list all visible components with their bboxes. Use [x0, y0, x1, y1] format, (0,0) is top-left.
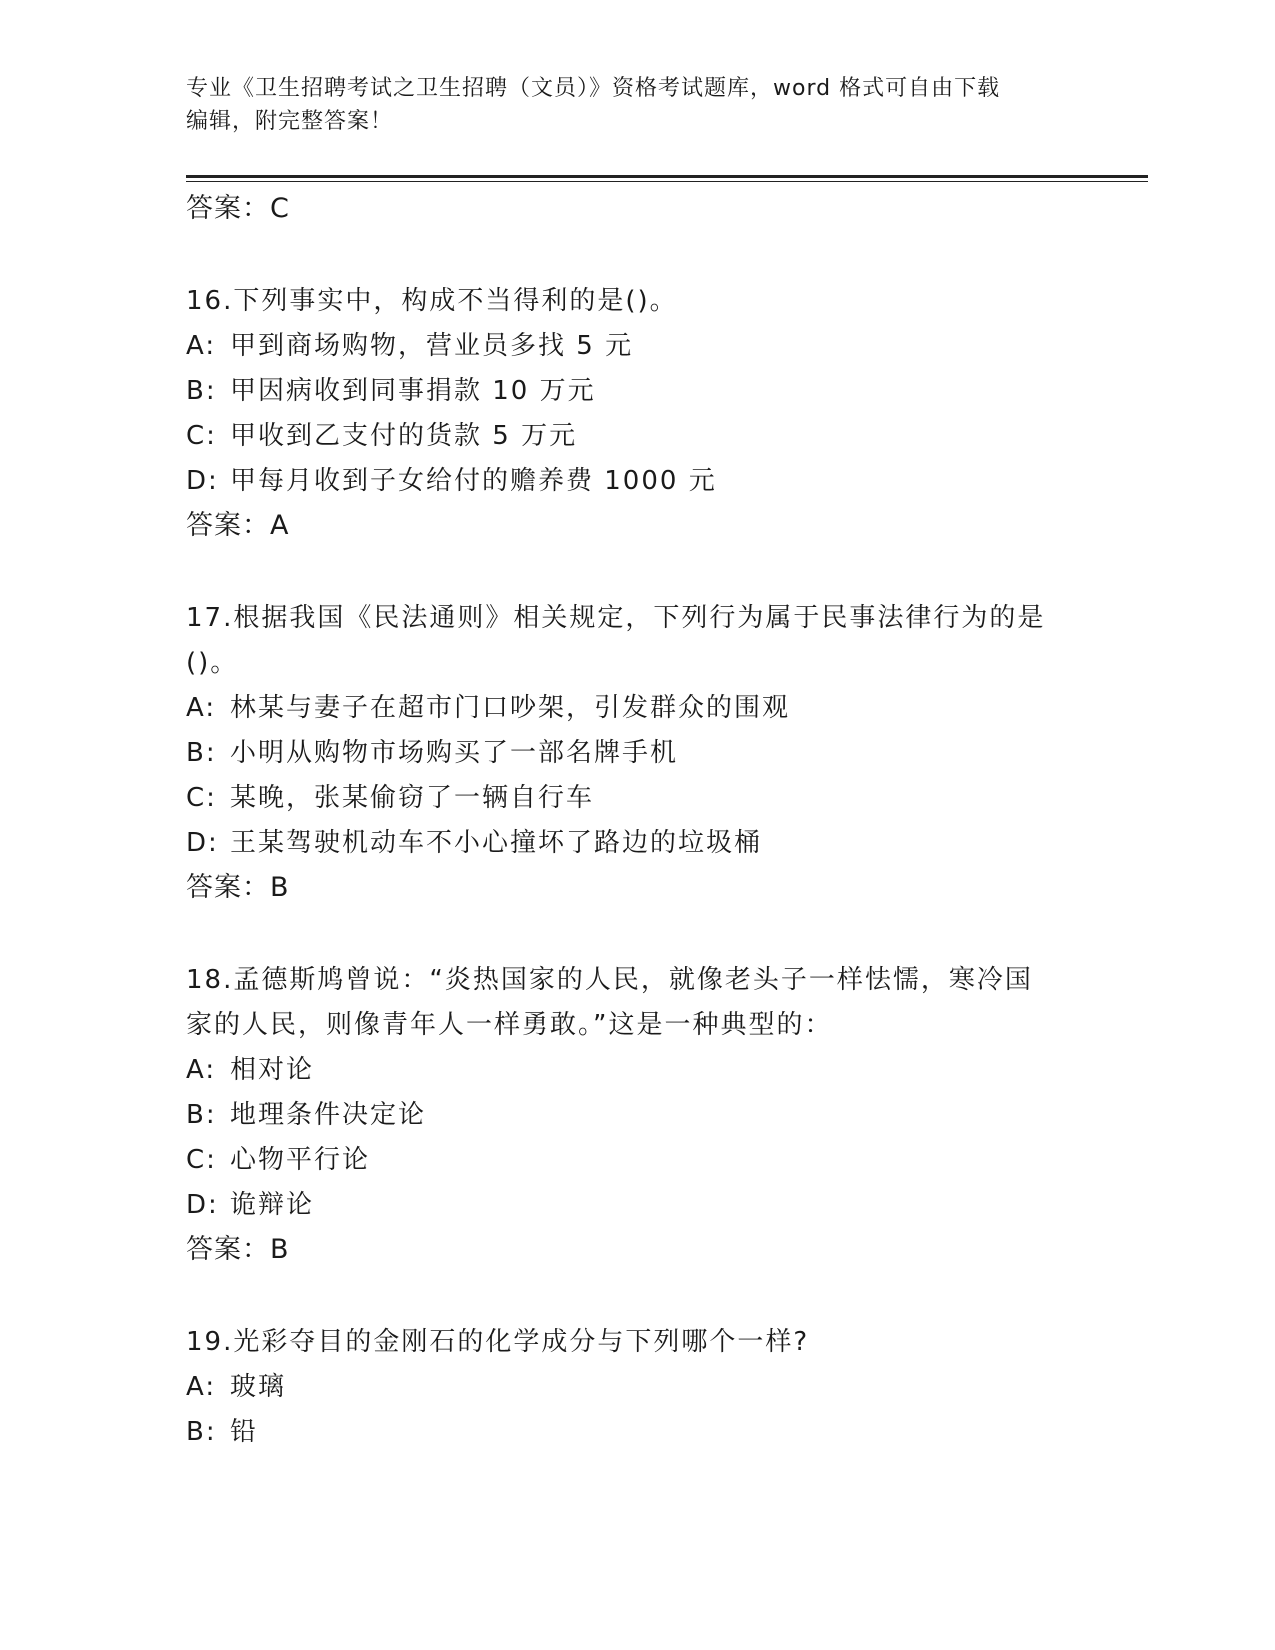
option-text: 王某驾驶机动车不小心撞坏了路边的垃圾桶 [230, 828, 763, 858]
option-text: 相对论 [230, 1055, 315, 1085]
option-text: 玻璃 [230, 1372, 287, 1402]
option-a [186, 1365, 1086, 1410]
option-b [186, 369, 1086, 414]
spacer [186, 231, 1086, 279]
option-d [186, 459, 1086, 504]
answer-line: 答案：B [186, 1234, 290, 1265]
question-block [186, 958, 1086, 1272]
question-text-continued: ()。 [186, 648, 239, 678]
option-key: D: [186, 1190, 219, 1220]
option-b [186, 731, 1086, 776]
spacer [186, 910, 1086, 958]
option-key: B: [186, 1417, 217, 1447]
option-b [186, 1093, 1086, 1138]
question-text: 17.根据我国《民法通则》相关规定，下列行为属于民事法律行为的是 [186, 603, 1046, 633]
option-key: A: [186, 1055, 217, 1085]
option-key: B: [186, 738, 217, 768]
option-text: 甲因病收到同事捐款 10 万元 [230, 376, 596, 406]
header-line-2: 编辑，附完整答案！ [186, 109, 394, 134]
option-c [186, 414, 1086, 459]
question-block [186, 279, 1086, 548]
option-key: A: [186, 1372, 217, 1402]
question-text: 19.光彩夺目的金刚石的化学成分与下列哪个一样? [186, 1327, 810, 1357]
option-key: C: [186, 783, 217, 813]
header-divider-thin [186, 181, 1148, 182]
question-text: 18.孟德斯鸠曾说：“炎热国家的人民，就像老头子一样怯懦，寒冷国 [186, 965, 1033, 995]
answer-line: 答案：B [186, 872, 290, 903]
question-list [186, 187, 1086, 1455]
option-text: 小明从购物市场购买了一部名牌手机 [230, 738, 679, 768]
option-d [186, 1183, 1086, 1228]
spacer [186, 1272, 1086, 1320]
spacer [186, 548, 1086, 596]
option-key: D: [186, 828, 219, 858]
option-a [186, 1048, 1086, 1093]
option-text: 甲收到乙支付的货款 5 万元 [230, 421, 578, 451]
option-key: C: [186, 1145, 217, 1175]
option-a [186, 324, 1086, 369]
option-text: 心物平行论 [230, 1145, 371, 1175]
question-block [186, 1320, 1086, 1455]
option-key: B: [186, 376, 217, 406]
option-text: 某晚，张某偷窃了一辆自行车 [230, 783, 595, 813]
question-block [186, 596, 1086, 910]
document-header [186, 72, 1086, 138]
option-c [186, 776, 1086, 821]
header-line-1: 专业《卫生招聘考试之卫生招聘（文员）》资格考试题库，word 格式可自由下载 [186, 76, 1001, 101]
question-text: 16.下列事实中，构成不当得利的是()。 [186, 286, 678, 316]
option-key: D: [186, 466, 219, 496]
answer-line: 答案：C [186, 193, 290, 224]
option-text: 林某与妻子在超市门口吵架，引发群众的围观 [230, 693, 791, 723]
option-text: 甲到商场购物，营业员多找 5 元 [230, 331, 634, 361]
option-key: A: [186, 693, 217, 723]
option-text: 地理条件决定论 [230, 1100, 427, 1130]
answer-line: 答案：A [186, 510, 290, 541]
option-b [186, 1410, 1086, 1455]
option-text: 甲每月收到子女给付的赡养费 1000 元 [230, 466, 717, 496]
option-d [186, 821, 1086, 866]
option-text: 诡辩论 [230, 1190, 315, 1220]
option-text: 铅 [230, 1417, 259, 1447]
question-text-continued: 家的人民，则像青年人一样勇敢。”这是一种典型的： [186, 1010, 833, 1040]
option-c [186, 1138, 1086, 1183]
option-key: C: [186, 421, 217, 451]
option-key: A: [186, 331, 217, 361]
option-a [186, 686, 1086, 731]
option-key: B: [186, 1100, 217, 1130]
header-divider-thick [186, 175, 1148, 178]
